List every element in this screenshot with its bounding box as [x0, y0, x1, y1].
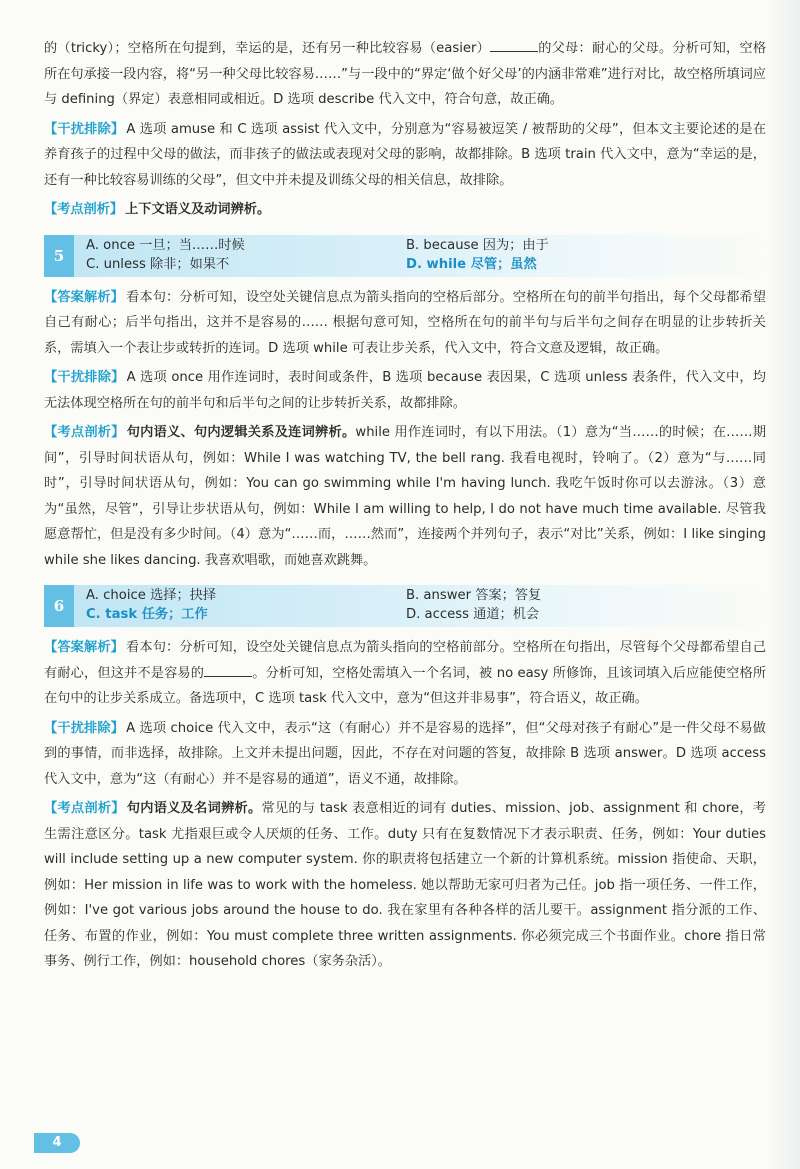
distractor-tag: 【干扰排除】 — [44, 370, 125, 385]
distractor-tag: 【干扰排除】 — [44, 720, 125, 736]
paragraph-q4-point — [44, 197, 766, 223]
q6-distractor-text: A 选项 choice 代入文中，表示“这（有耐心）并不是容易的选择”，但“父母对孩子有耐心”是一件父母不易做到的事情，而非选择，故排除。上文并未提出问题，因此，不存在对问题的答复，故排除 B 选项 answer。D 选项 access 代入文中，意为“这（有耐心）并不是容易的通道”，语义不通，故排除。 — [44, 720, 766, 787]
option-c: C. unless 除非；如果不 — [86, 256, 230, 272]
question-5-options — [44, 235, 766, 277]
question-6-options — [44, 585, 766, 627]
q5-point-text: while 用作连词时，有以下用法。（1）意为“当……的时候；在……期间”，引导时间状语从句，例如：While I was watching TV, the bell rang. 我看电视时，铃响了。（2）意为“与……同时”，引导时间状语从句，例如：You can go swimming while I'm having lunch. 我吃午饭时你可以去游泳。（3）意为“虽然，尽管”，引导让步状语从句，例如：While I am willing to help, I do not have much time available. 尽管我愿意帮忙，但是没有多少时间。（4）意为“……而，……然而”，连接两个并列句子，表示“对比”关系，例如：I like singing while she likes dancing. 我喜欢唱歌，而她喜欢跳舞。 — [44, 425, 767, 568]
page-number: 4 — [34, 1133, 80, 1153]
question-number-5: 5 — [44, 235, 74, 277]
paragraph-q5-point — [44, 420, 766, 573]
question-number-6: 6 — [44, 585, 74, 627]
answer-tag: 【答案解析】 — [44, 640, 125, 655]
paragraph-q6-point — [44, 796, 766, 975]
answer-tag: 【答案解析】 — [44, 289, 125, 305]
paragraph-q5-answer — [44, 285, 766, 362]
q4-point-text: 上下文语义及动词辨析。 — [125, 202, 271, 217]
point-tag: 【考点剖析】 — [44, 425, 125, 440]
paragraph-q4-analysis-continued — [44, 36, 766, 113]
option-c-correct: C. task 任务；工作 — [86, 607, 208, 622]
q6-answer-after-blank: 。分析可知，空格处需填入一个名词，被 no easy 所修饰，且该词填入后应能使空格所在句中的让步关系成立。备选项中，C 选项 task 代入文中，意为“但这并非易事”，符合语义，故正确。 — [44, 665, 767, 706]
blank-line — [490, 37, 538, 52]
paragraph-q4-distractors — [44, 117, 766, 194]
option-a: A. choice 选择；抉择 — [86, 588, 217, 603]
point-tag: 【考点剖析】 — [44, 801, 125, 816]
q4-analysis-before-blank: 的（tricky）；空格所在句提到，幸运的是，还有另一种比较容易（easier） — [44, 41, 491, 56]
option-b: B. because 因为；由于 — [406, 237, 549, 253]
q5-point-bold: 句内语义、句内逻辑关系及连词辨析。 — [126, 425, 356, 440]
q4-distractor-text: A 选项 amuse 和 C 选项 assist 代入文中，分别意为“容易被逗笑 / 被帮助的父母”，但本文主要论述的是在养育孩子的过程中父母的做法，而非孩子的做法或表现对父母的影响，故都排除。B 选项 train 代入文中，意为“幸运的是，还有一种比较容易训练的父母”，但文中并未提及训练父母的相关信息，故排除。 — [44, 121, 767, 188]
page-content — [44, 36, 766, 979]
q5-distractor-text: A 选项 once 用作连词时，表时间或条件，B 选项 because 表因果，C 选项 unless 表条件，代入文中，均无法体现空格所在句的前半句和后半句之间的让步转折关系，故都排除。 — [44, 370, 766, 411]
paragraph-q6-distractors — [44, 716, 766, 793]
paragraph-q5-distractors — [44, 365, 766, 416]
distractor-tag: 【干扰排除】 — [44, 121, 125, 137]
option-b: B. answer 答案；答复 — [406, 588, 542, 603]
point-tag: 【考点剖析】 — [44, 202, 124, 217]
q6-point-text: 常见的与 task 表意相近的词有 duties、mission、job、assignment 和 chore，考生需注意区分。task 尤指艰巨或令人厌烦的任务、工作。duty 只有在复数情况下才表示职责、任务，例如：Your duties will include setting up a new computer system. 你的职责将包括建立一个新的计算机系统。mission 指使命、天职，例如：Her mission in life was to work with the homeless. 她以帮助无家可归者为己任。job 指一项任务、一件工作，例如：I've got various jobs around the house to do. 我在家里有各种各样的活儿要干。assignment 指分派的工作、任务、布置的作业，例如：You must complete three written assignments. 你必须完成三个书面作业。chore 指日常事务、例行工作，例如：household chores（家务杂活）。 — [44, 801, 767, 969]
page-edge-shadow — [766, 0, 800, 1169]
option-d: D. access 通道；机会 — [406, 607, 540, 622]
q4-analysis-after-blank: 的父母：耐心的父母。分析可知，空格所在句承接一段内容，将“另一种父母比较容易……”与一段中的“界定‘做个好父母’的内涵非常难”进行对比，故空格所填词应与 defining（界定）表意相同或相近。D 选项 describe 代入文中，符合句意，故正确。 — [44, 41, 767, 107]
blank-line — [204, 662, 252, 677]
q6-point-bold: 句内语义及名词辨析。 — [126, 801, 262, 816]
option-d-correct: D. while 尽管；虽然 — [406, 256, 537, 272]
q6-answer-before-blank: 看本句：分析可知，设空处关键信息点为箭头指向的空格前部分。空格所在句指出，尽管每个父母都希望自己有耐心，但这并不是容易的 — [44, 640, 767, 681]
option-a: A. once 一旦；当……时候 — [86, 237, 245, 253]
q5-answer-text: 看本句：分析可知，设空处关键信息点为箭头指向的空格后部分。空格所在句的前半句指出，每个父母都希望自己有耐心；后半句指出，这并不是容易的…… 根据句意可知，空格所在句的前半句与后半句之间存在明显的让步转折关系，需填入一个表让步或转折的连词。D 选项 while 可表让步关系，代入文中，符合文意及逻辑，故正确。 — [44, 289, 767, 356]
paragraph-q6-answer — [44, 635, 766, 712]
